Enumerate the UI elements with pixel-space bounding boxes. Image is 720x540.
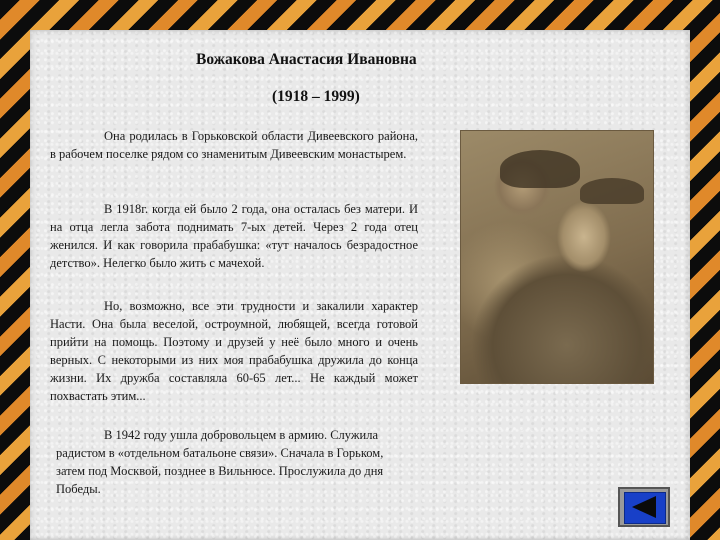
paragraph-birth: Она родилась в Горьковской области Дивеевского района, в рабочем поселке рядом со знаменитым Дивеевским монастырем. <box>50 129 418 161</box>
photo-detail-cap <box>580 178 644 204</box>
triangle-left-icon <box>620 489 668 525</box>
back-button[interactable] <box>618 487 670 527</box>
life-years: (1918 – 1999) <box>272 88 360 105</box>
photo-detail-hair <box>500 150 580 188</box>
paragraph-childhood: В 1918г. когда ей было 2 года, она осталась без матери. И на отца легла забота поднимать 7-ых детей. Через 2 года отец женился. И как говорила прабабушка: «тут началось безрадостное детство». Нелегко было жить с мачехой. <box>50 202 418 270</box>
paragraph-character: Но, возможно, все эти трудности и закалили характер Насти. Она была веселой, остроумной, любящей, всегда готовой прийти на помощь. Поэтому и друзей у неё было много и очень верных. С некоторыми из них моя прабабушка дружила до конца жизни. Их дружба составляла 60-65 лет... Не каждый может похвастать этим... <box>50 299 418 403</box>
paragraph-army: В 1942 году ушла добровольцем в армию. Служила радистом в «отдельном батальоне связи». Сначала в Горьком, затем под Москвой, позднее в Вильнюсе. Прослужила до дня Победы. <box>56 428 384 496</box>
page-title: Вожакова Анастасия Ивановна <box>196 51 417 68</box>
